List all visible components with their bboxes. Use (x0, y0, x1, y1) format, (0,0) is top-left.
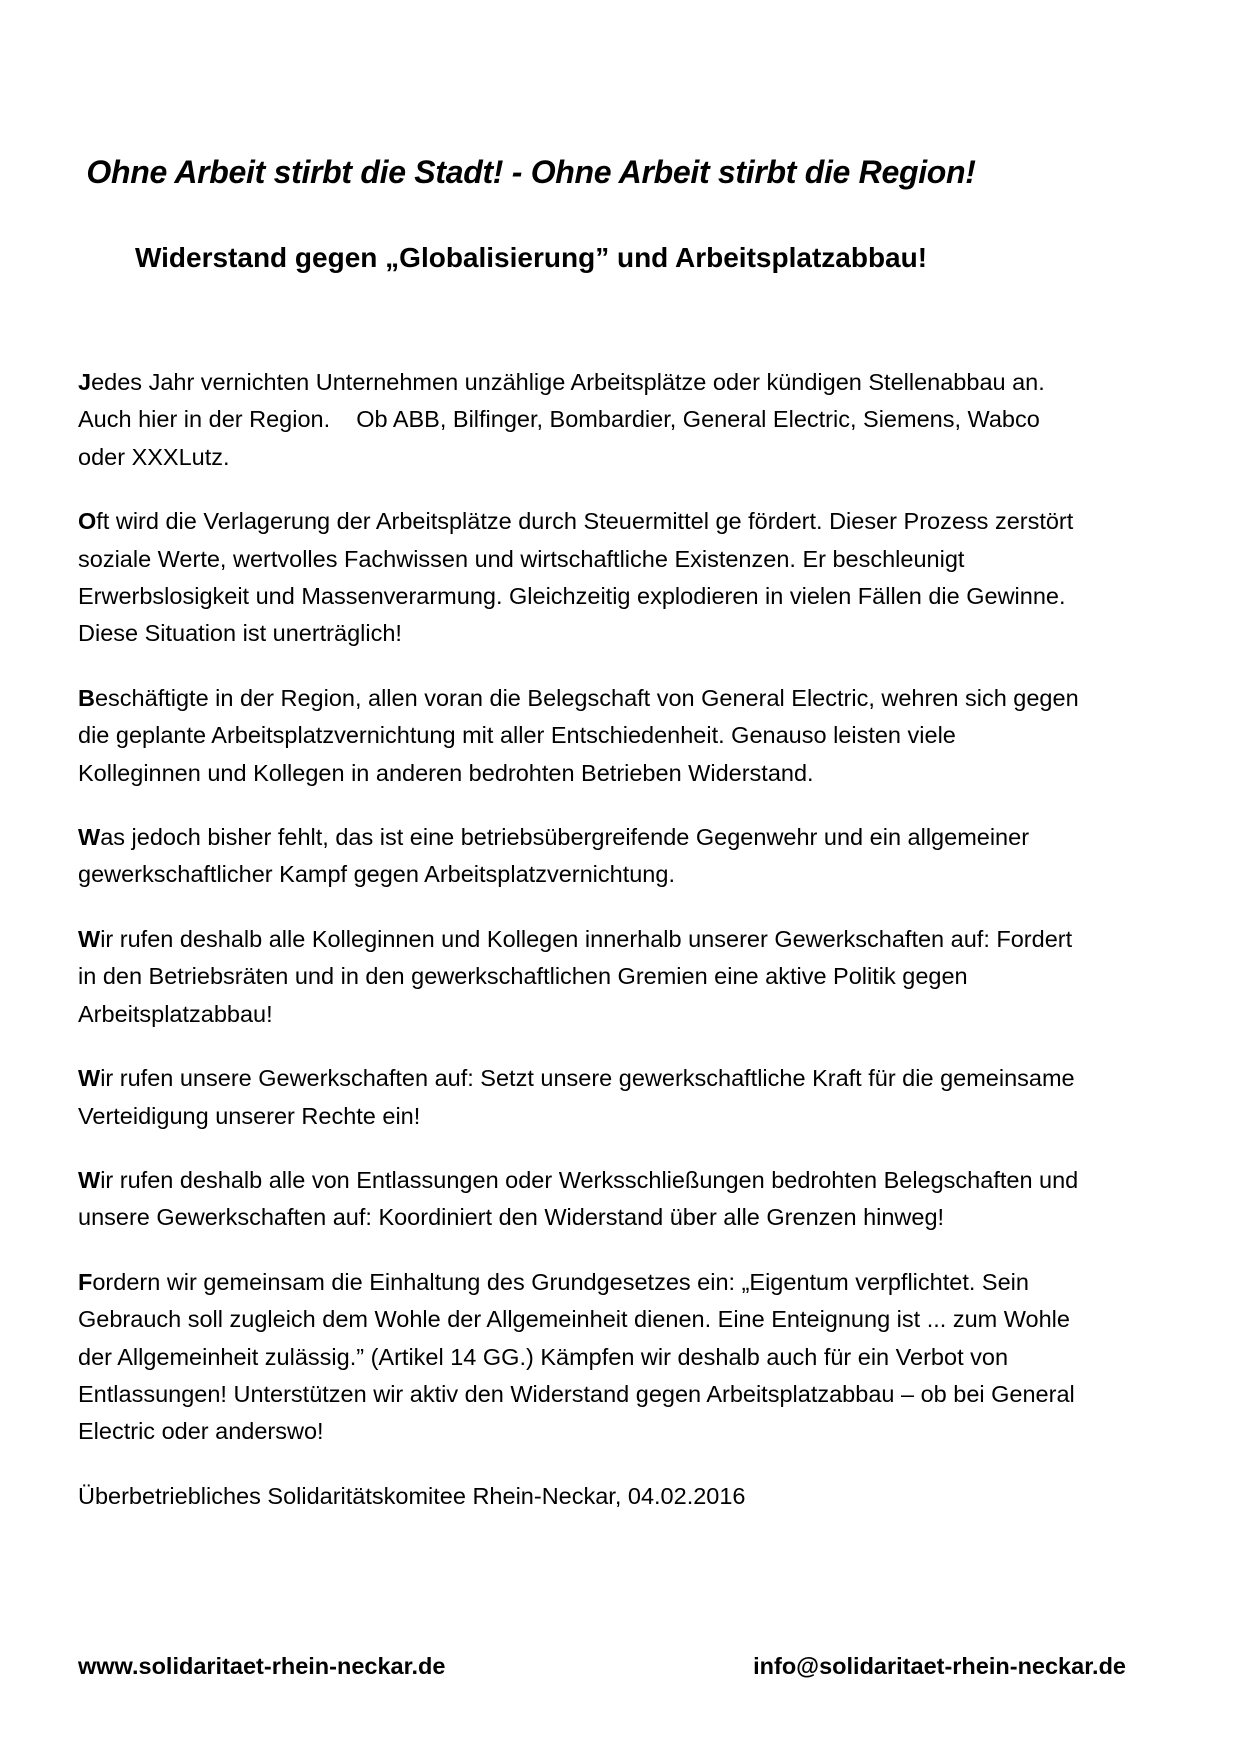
signature-line: Überbetriebliches Solidaritätskomitee Rhein-Neckar, 04.02.2016 (78, 1482, 746, 1509)
paragraph: Was jedoch bisher fehlt, das ist eine betriebsübergreifende Gegenwehr und ein allgemeiner gewerkschaftlicher Kampf gegen Arbeitsplatzvernichtung. (78, 824, 1030, 888)
paragraph: Wir rufen deshalb alle von Entlassungen oder Werksschließungen bedrohten Belegschaften und unsere Gewerkschaften auf: Koordiniert den Widerstand über alle Grenzen hinweg! (78, 1166, 1079, 1231)
paragraph-list (78, 364, 1083, 1451)
footer-website: www.solidaritaet-rhein-neckar.de (78, 1653, 446, 1679)
page-subtitle: Widerstand gegen „Globalisierung” und Arbeitsplatzabbau! (134, 242, 928, 273)
footer-email: info@solidaritaet-rhein-neckar.de (753, 1653, 1126, 1679)
paragraph: Beschäftigte in der Region, allen voran die Belegschaft von General Electric, wehren sich gegen die geplante Arbeitsplatzvernichtung mit aller Entschiedenheit. Genauso leisten viele Kolleginnen und Kollegen in anderen bedrohten Betrieben Widerstand. (78, 684, 1079, 786)
paragraph: Fordern wir gemeinsam die Einhaltung des Grundgesetzes ein: „Eigentum verpflichtet. Sein Gebrauch soll zugleich dem Wohle der Allgemeinheit dienen. Eine Enteignung ist ... zum Wohle der Allgemeinheit zulässig.” (Artikel 14 GG.) Kämpfen wir deshalb auch für ein Verbot von Entlassungen! Unterstützen wir aktiv den Widerstand gegen Arbeitsplatzabbau – ob bei General Electric oder anderswo! (78, 1268, 1075, 1445)
paragraph: Wir rufen deshalb alle Kolleginnen und Kollegen innerhalb unserer Gewerkschaften auf: Fordert in den Betriebsräten und in den gewerkschaftlichen Gremien eine aktive Politik gegen Arbeitsplatzabbau! (78, 925, 1073, 1027)
paragraph: Wir rufen unsere Gewerkschaften auf: Setzt unsere gewerkschaftliche Kraft für die gemeinsame Verteidigung unserer Rechte ein! (78, 1065, 1075, 1129)
paragraph: Jedes Jahr vernichten Unternehmen unzählige Arbeitsplätze oder kündigen Stellenabbau an. Auch hier in der Region. Ob ABB, Bilfinger, Bombardier, General Electric, Siemens, Wabco oder XXXLutz. (78, 369, 1045, 470)
page-content (78, 0, 1088, 1515)
page-footer (78, 1648, 1126, 1685)
page-title: Ohne Arbeit stirbt die Stadt! - Ohne Arbeit stirbt die Region! (86, 154, 976, 190)
paragraph: Oft wird die Verlagerung der Arbeitsplätze durch Steuermittel ge fördert. Dieser Prozess zerstört soziale Werte, wertvolles Fachwissen und wirtschaftliche Existenzen. Er beschleunigt Erwerbslosigkeit und Massenverarmung. Gleichzeitig explodieren in vielen Fällen die Gewinne. Diese Situation ist unerträglich! (78, 508, 1074, 647)
